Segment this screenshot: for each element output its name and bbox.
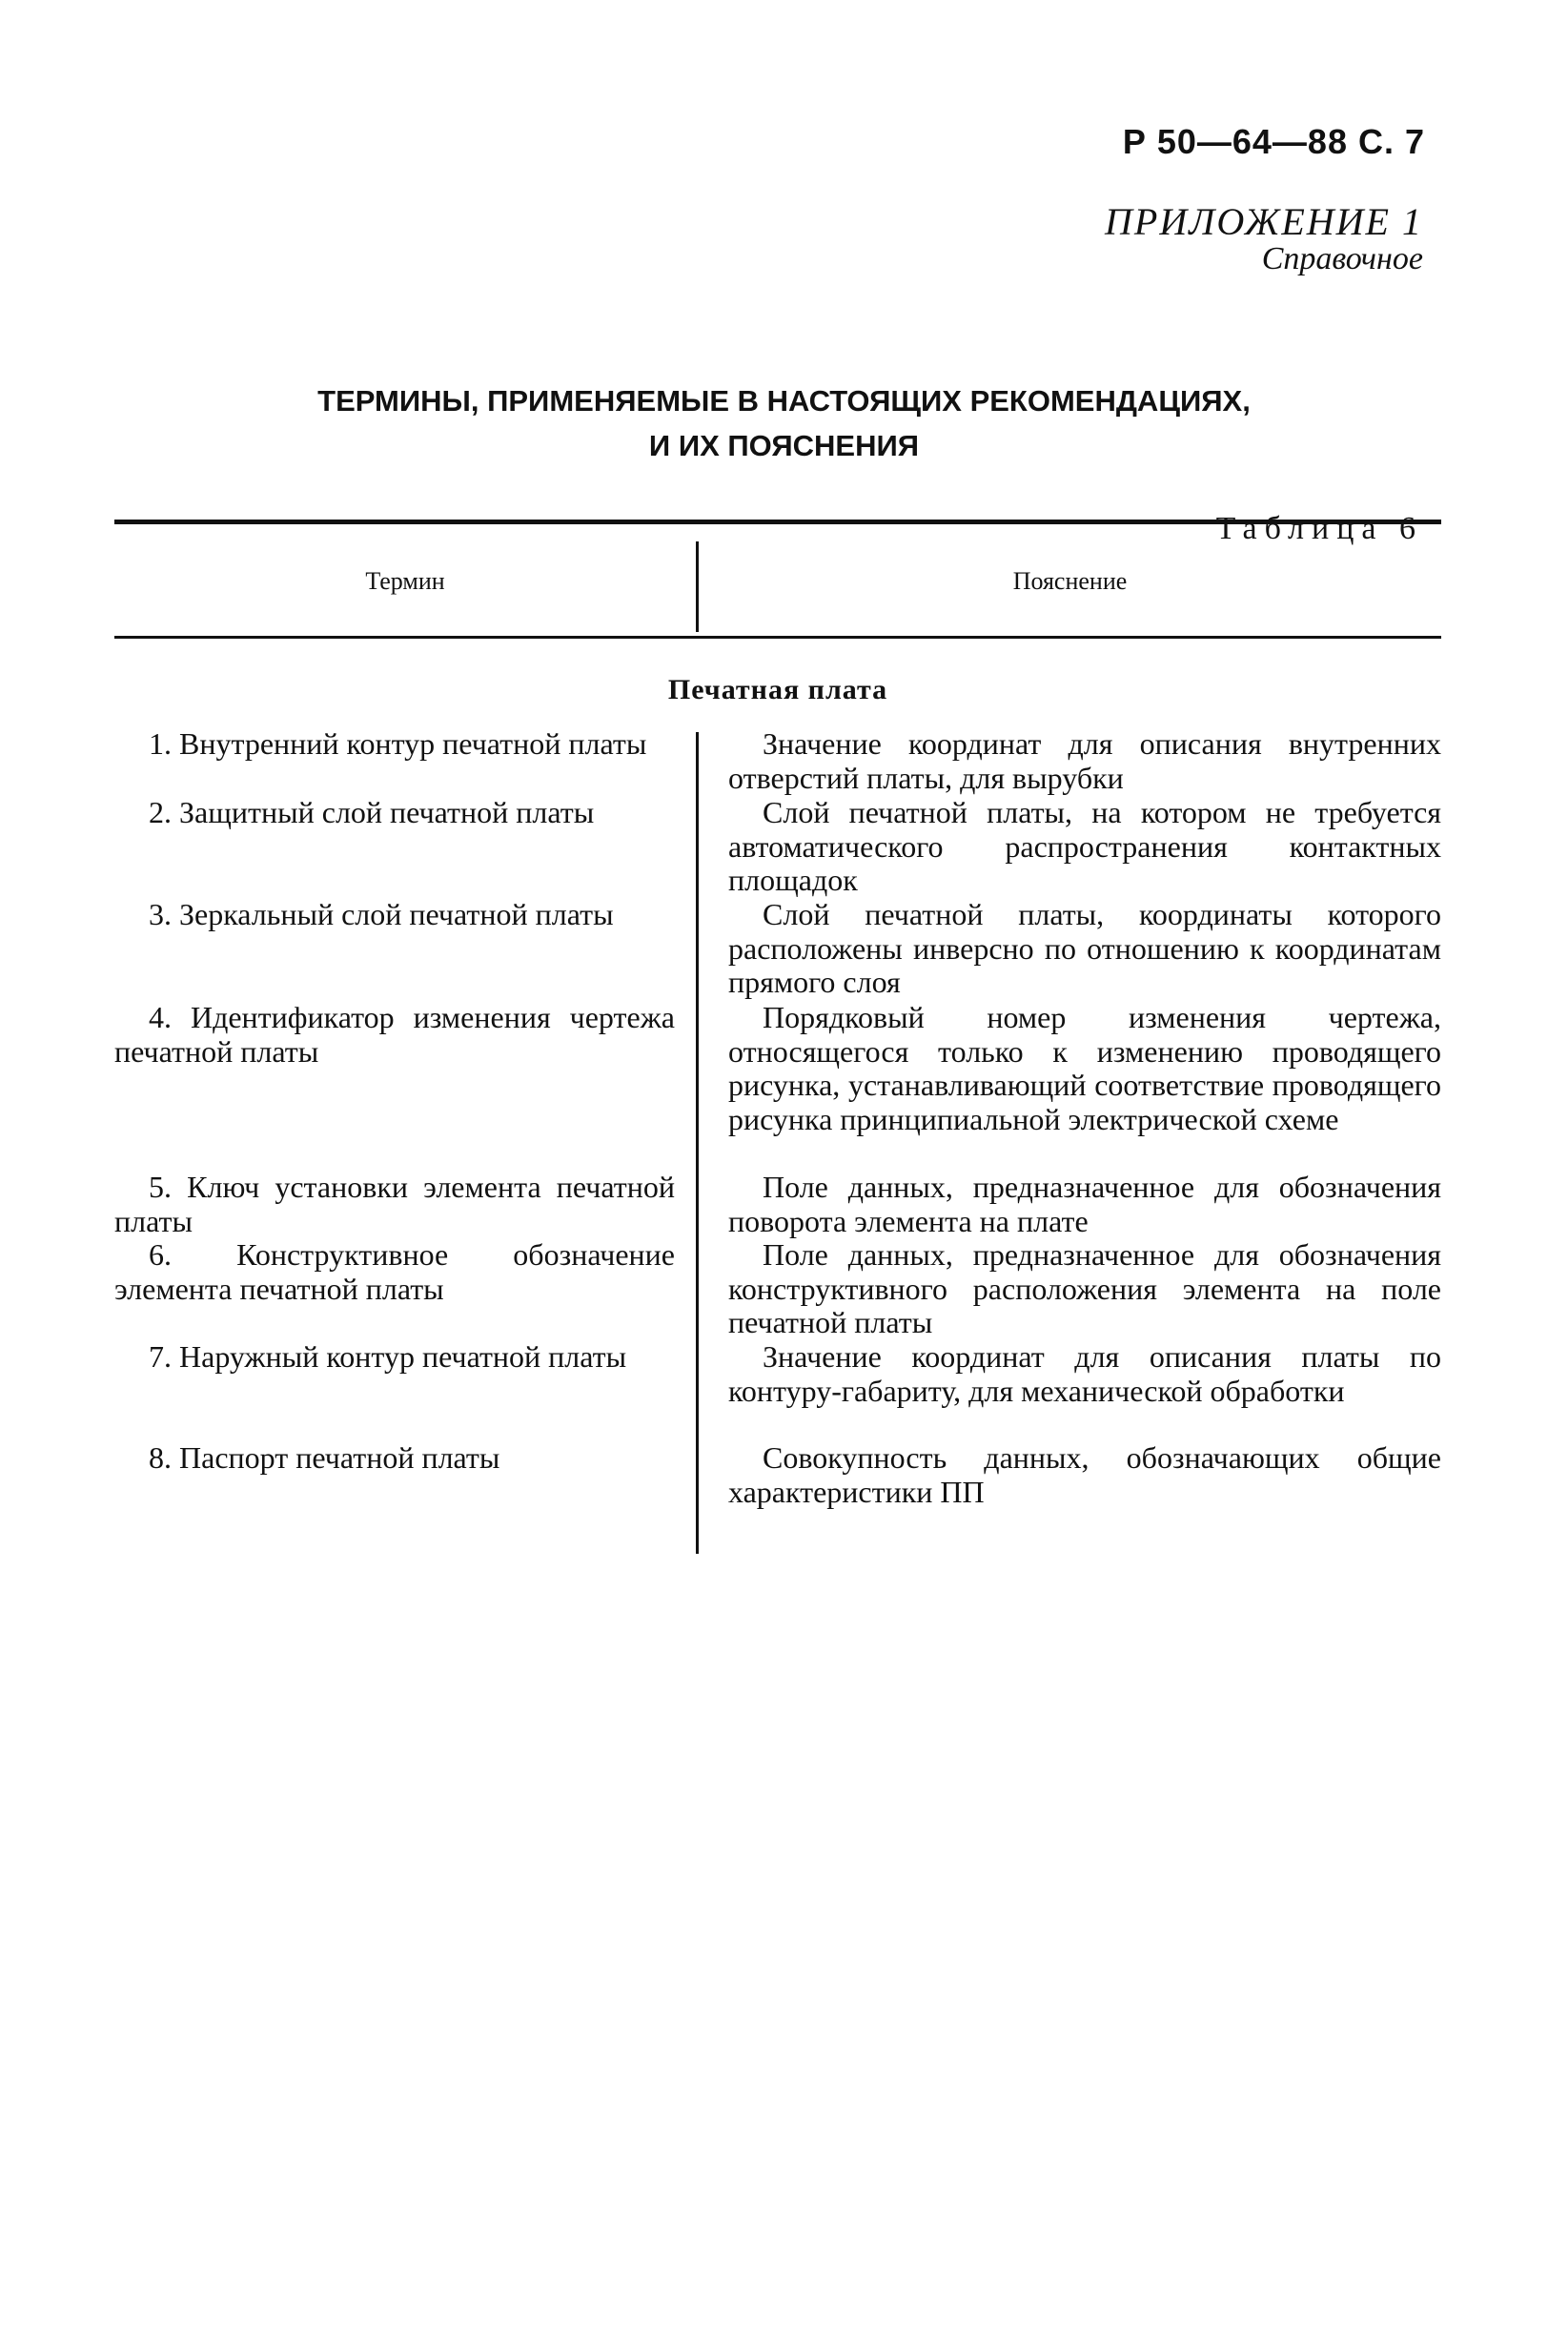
- document-title-line-2: И ИХ ПОЯСНЕНИЯ: [648, 429, 920, 462]
- term-text: 2. Защитный слой печатной платы: [149, 795, 595, 829]
- document-title: [114, 378, 1454, 468]
- body-column-divider: [696, 732, 699, 1554]
- term-text: 4. Идентификатор изменения чертежа печатной платы: [114, 1000, 675, 1069]
- document-title-line-1: ТЕРМИНЫ, ПРИМЕНЯЕМЫЕ В НАСТОЯЩИХ РЕКОМЕНДАЦИЯХ,: [317, 384, 1251, 418]
- explanation-text: Значение координат для описания внутренних отверстий платы, для вырубки: [728, 726, 1441, 795]
- term-cell: [114, 1238, 675, 1306]
- explanation-cell: [728, 1001, 1441, 1136]
- appendix-subtitle: Справочное: [1261, 241, 1423, 276]
- explanation-text: Порядковый номер изменения чертежа, относящегося только к изменению проводящего рисунка, устанавливающий соответствие проводящего рисунка принципиальной электрической схеме: [728, 1000, 1441, 1136]
- table-label: Таблица 6: [1215, 511, 1423, 546]
- explanation-cell: [728, 727, 1441, 795]
- table-header-rule: [114, 636, 1441, 639]
- term-cell: [114, 727, 675, 762]
- term-text: 7. Наружный контур печатной платы: [149, 1339, 627, 1374]
- column-header-term: Термин: [365, 567, 445, 595]
- term-text: 1. Внутренний контур печатной платы: [149, 726, 647, 761]
- section-title: Печатная плата: [667, 674, 888, 705]
- term-text: 5. Ключ установки элемента печатной платы: [114, 1170, 675, 1238]
- explanation-text: Совокупность данных, обозначающих общие характеристики ПП: [728, 1440, 1441, 1509]
- explanation-text: Значение координат для описания платы по контуру-габариту, для механической обработки: [728, 1339, 1441, 1408]
- term-cell: [114, 1441, 675, 1476]
- column-header-explanation: Пояснение: [1012, 567, 1128, 595]
- explanation-cell: [728, 1171, 1441, 1238]
- explanation-cell: [728, 1238, 1441, 1340]
- explanation-text: Поле данных, предназначенное для обозначения поворота элемента на плате: [728, 1170, 1441, 1238]
- explanation-cell: [728, 898, 1441, 1000]
- term-cell: [114, 1001, 675, 1069]
- explanation-text: Поле данных, предназначенное для обозначения конструктивного расположения элемента на поле печатной платы: [728, 1237, 1441, 1339]
- appendix-title: ПРИЛОЖЕНИЕ 1: [1105, 200, 1423, 243]
- term-cell: [114, 796, 675, 830]
- explanation-cell: [728, 796, 1441, 898]
- explanation-cell: [728, 1441, 1441, 1509]
- term-cell: [114, 898, 675, 932]
- term-text: 6. Конструктивное обозначение элемента печатной платы: [114, 1237, 675, 1306]
- appendix-block: [1105, 202, 1423, 276]
- page-code: Р 50—64—88 С. 7: [1122, 122, 1425, 161]
- explanation-cell: [728, 1340, 1441, 1408]
- term-text: 3. Зеркальный слой печатной платы: [149, 897, 614, 931]
- explanation-text: Слой печатной платы, на котором не требуется автоматического распространения контактных площадок: [728, 795, 1441, 897]
- term-text: 8. Паспорт печатной платы: [149, 1440, 500, 1475]
- term-cell: [114, 1340, 675, 1375]
- explanation-text: Слой печатной платы, координаты которого расположены инверсно по отношению к координатам прямого слоя: [728, 897, 1441, 999]
- table-top-rule-thin: [114, 523, 1441, 524]
- term-cell: [114, 1171, 675, 1238]
